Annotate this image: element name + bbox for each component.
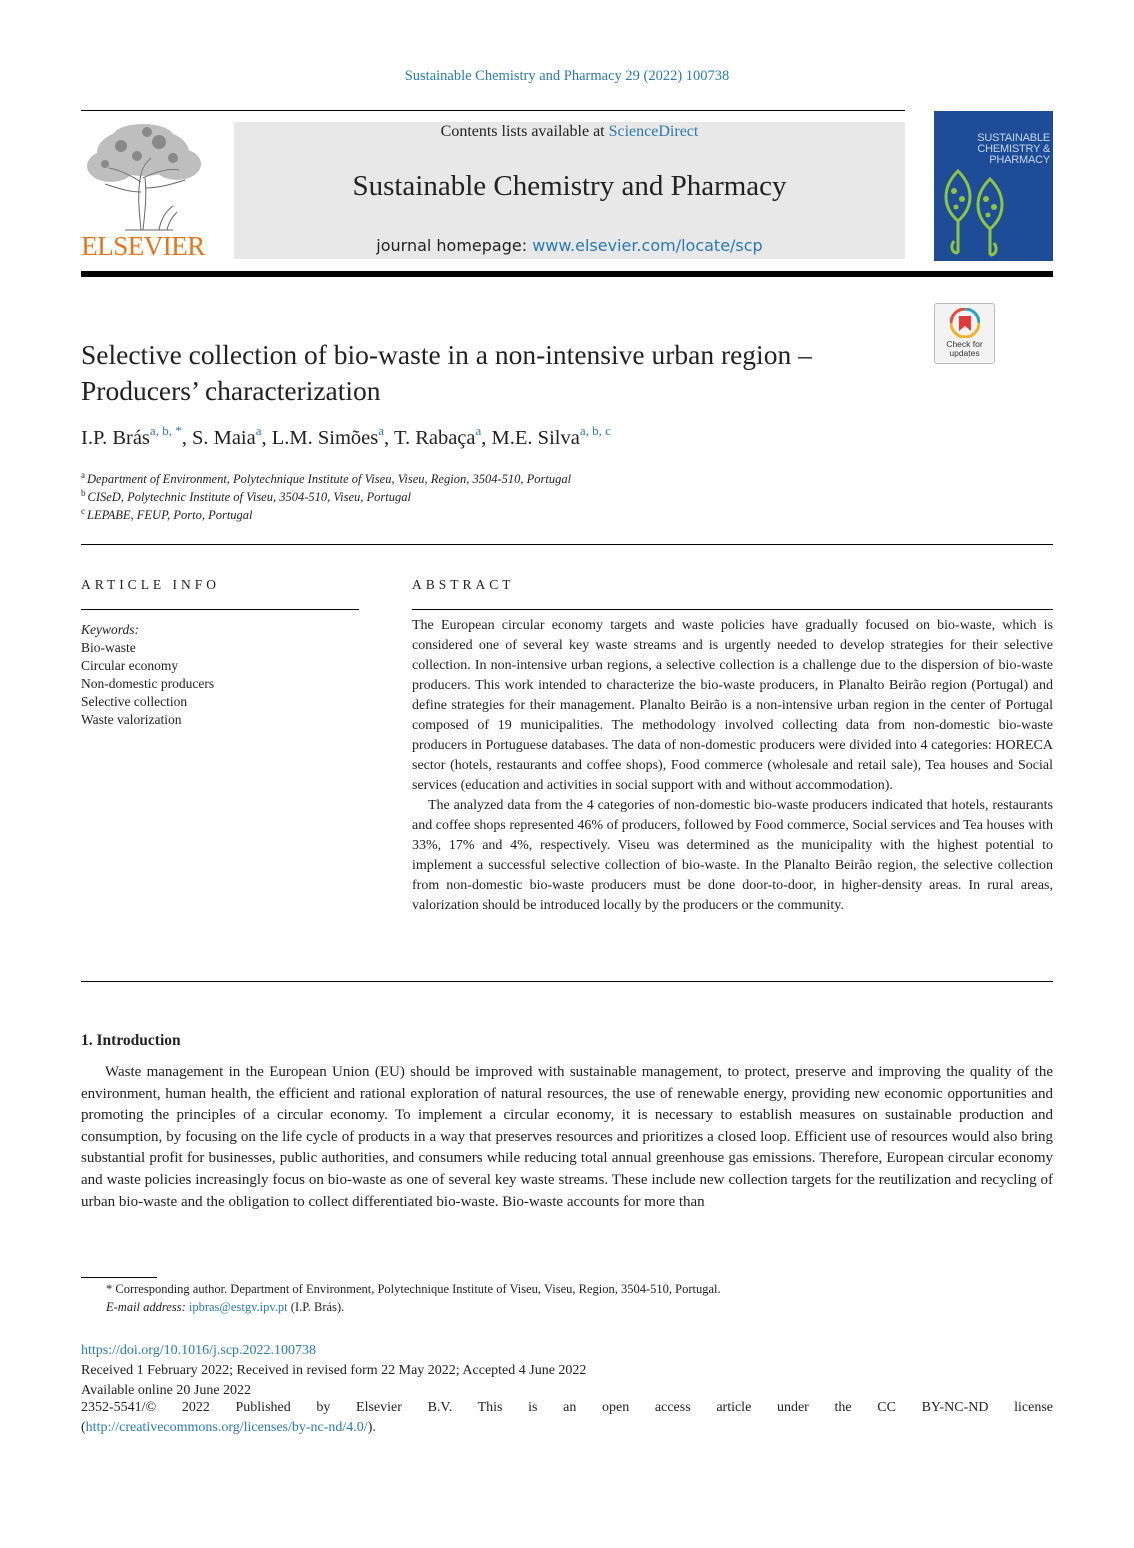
header-rule [81,110,905,111]
article-title [81,337,921,409]
section-rule [81,544,1053,545]
title-line-2: Producers’ characterization [81,375,381,406]
footnote-rule [81,1277,157,1278]
affiliation-mark: b [81,488,86,498]
publisher-logo[interactable] [81,122,205,262]
author-name[interactable]: S. Maia [191,427,256,449]
title-line-1: Selective collection of bio-waste in a non-intensive urban region – [81,339,812,370]
author-affiliation-marks[interactable]: a [255,423,262,438]
abstract-end-rule [81,981,1053,982]
affiliation-text: Department of Environment, Polytechnique Institute of Viseu, Viseu, Region, 3504-510, Portugal [87,472,572,486]
journal-header-box [234,122,905,259]
badge-label: Check for updates [946,339,983,358]
article-info-rule [81,609,359,610]
author-name[interactable]: T. Rabaça [393,427,476,449]
author-list: I.P. Brás$^{a, b, *}$, S. Maia$^a$, L.M. Simões$^a$, T. Rabaça$^a$, M.E. Silva$^{a, b, c}$ [81,423,611,449]
bookmark-icon [950,308,980,338]
license-line: 2352-5541/© 2022 Published by Elsevier B.V. This is an open access article under the CC BY-NC-ND license [81,1400,1053,1415]
email-link[interactable]: ipbras@estgv.ipv.pt [188,1300,288,1314]
abstract-text [412,616,1053,916]
affiliation-text: LEPABE, FEUP, Porto, Portugal [87,508,253,522]
abstract-paragraph: The analyzed data from the 4 categories of non-domestic bio-waste producers indicated that hotels, restaurants and coffee shops represented 46% of producers, followed by Food commerce, Social services and Tea houses with 33%, 17% and 4%, respectively. Viseu was determined as the municipality with the highest potential to implement a successful selective collection of bio-waste. In the Planalto Beirão region, the selective collection from non-domestic bio-waste producers must be done door-to-door, in higher-density areas. In rural areas, valorization should be introduced locally by the producers or the community. [412,798,1053,913]
license-url-line [81,1418,376,1438]
author-name[interactable]: M.E. Silva [491,427,580,449]
article-info-heading: ARTICLE INFO [81,577,221,592]
affiliation-c [81,508,253,523]
affiliation-a [81,472,571,487]
affiliation-mark: c [81,506,85,516]
homepage-prefix: journal homepage: [376,236,533,255]
keywords-block [81,621,214,729]
license-close: ). [367,1420,376,1435]
abstract-rule [412,609,1053,610]
leaf-icon [938,161,1014,261]
author-affiliation-marks[interactable]: a, b, * [149,423,182,438]
email-label: E-mail address: [106,1300,189,1314]
license-open: ( [81,1420,86,1435]
license-link[interactable]: http://creativecommons.org/licenses/by-nc-nd/4.0/ [85,1420,368,1435]
affiliation-b [81,490,411,505]
available-online: Available online 20 June 2022 [81,1383,252,1398]
author-affiliation-marks[interactable]: a [475,423,482,438]
sciencedirect-link[interactable]: ScienceDirect [608,123,699,140]
affiliation-text: CISeD, Polytechnic Institute of Viseu, 3504-510, Viseu, Portugal [87,490,411,504]
doi-link[interactable]: https://doi.org/10.1016/j.scp.2022.100738 [81,1343,317,1358]
contents-prefix: Contents lists available at [440,123,609,140]
tree-icon [81,122,205,234]
journal-cover[interactable] [934,111,1053,261]
author-name[interactable]: I.P. Brás [81,427,150,449]
journal-citation[interactable]: Sustainable Chemistry and Pharmacy 29 (2022) 100738 [404,68,730,84]
introduction-heading: 1. Introduction [81,1032,181,1049]
author-affiliation-marks[interactable]: a, b, c [579,423,611,438]
email-note [106,1300,344,1315]
introduction-paragraph: Waste management in the European Union (EU) should be improved with sustainable management, to protect, preserve and improving the quality of the environment, human health, the efficient and rational exploration of natural resources, the use of renewable energy, providing new economic opportunities and promoting the principles of a circular economy. To implement a circular economy, it is necessary to establish measures on sustainable production and consumption, by focusing on the life cycle of products in a way that preserves resources and prioritizes a closed loop. Efficient use of resources would also bring substantial profit for businesses, public authorities, and consumers while reducing total annual greenhouse gas emissions. Therefore, European circular economy and waste policies increasingly focus on bio-waste as one of several key waste streams. These include new collection targets for the reutilization and recycling of urban bio-waste and the obligation to collect differentiated bio-waste. Bio-waste accounts for more than [81,1064,1053,1210]
keyword-item: Circular economy [81,658,179,673]
affiliation-mark: a [81,470,85,480]
abstract-paragraph: The European circular economy targets and waste policies have gradually focused on bio-waste, which is considered one of several key waste streams and is urgently needed to develop strategies for their selective collection. In non-intensive urban regions, a selective collection is a challenge due to the dispersion of bio-waste producers. This work intended to characterize the bio-waste producers, in Planalto Beirão region (Portugal) and define strategies for their management. Planalto Beirão is a non-intensive urban region in the center of Portugal composed of 19 municipalities. The methodology involved collecting data from non-domestic bio-waste producers in Portuguese databases. The data of non-domestic producers were divided into 4 categories: HORECA sector (hotels, restaurants and coffee shops), Food commerce (wholesale and retail sale), Tea houses and Social services (education and activities in social support with and without accommodation). [412,618,1053,793]
abstract-heading: ABSTRACT [412,577,515,592]
journal-name: Sustainable Chemistry and Pharmacy [352,170,787,202]
keyword-item: Non-domestic producers [81,676,215,691]
received-dates: Received 1 February 2022; Received in revised form 22 May 2022; Accepted 4 June 2022 [81,1363,587,1378]
keyword-item: Selective collection [81,694,188,709]
author-affiliation-marks[interactable]: a [378,423,385,438]
email-suffix: (I.P. Brás). [287,1300,345,1314]
homepage-link[interactable]: www.elsevier.com/locate/scp [532,236,763,255]
check-for-updates-badge[interactable] [934,303,995,364]
publisher-wordmark: ELSEVIER [81,231,205,261]
keywords-label: Keywords: [81,622,139,637]
corresponding-author-note: * Corresponding author. Department of Environment, Polytechnique Institute of Viseu, Viseu, Region, 3504-510, Portugal. [106,1282,721,1296]
author-name[interactable]: L.M. Simões [271,427,379,449]
keyword-item: Waste valorization [81,712,182,727]
keyword-item: Bio-waste [81,640,136,655]
cover-title: SUSTAINABLE CHEMISTRY & PHARMACY [977,132,1050,166]
header-thick-rule [81,271,1053,277]
homepage-line [234,236,905,255]
contents-line [234,123,905,141]
